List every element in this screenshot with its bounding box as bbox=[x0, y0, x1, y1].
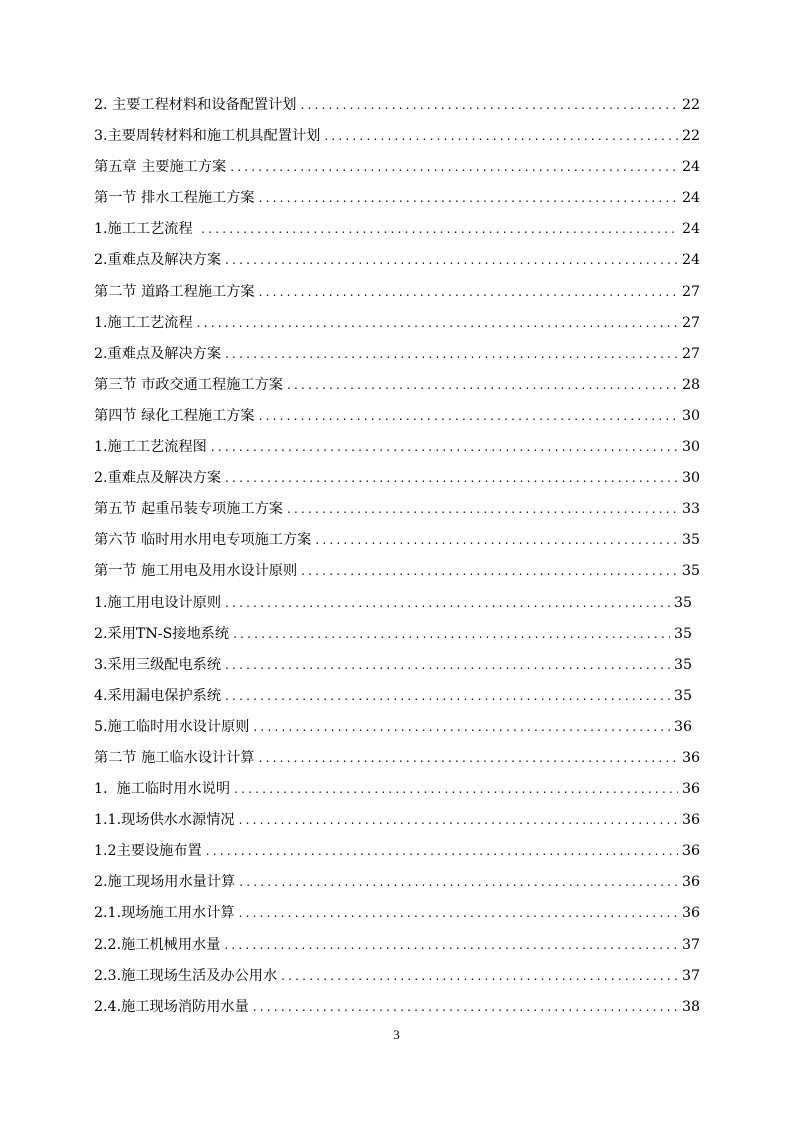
toc-entry-page: 35 bbox=[673, 656, 692, 673]
toc-entry-page: 35 bbox=[673, 687, 692, 704]
toc-entry-title: 1. 施工临时用水说明 bbox=[94, 781, 231, 798]
toc-entry[interactable] bbox=[94, 961, 700, 992]
toc-entry-title: 1.施工工艺流程图 bbox=[94, 439, 207, 456]
toc-entry[interactable] bbox=[94, 370, 700, 401]
toc-entry-title: 2.重难点及解决方案 bbox=[94, 252, 222, 269]
toc-leader-dots bbox=[239, 805, 678, 836]
toc-entry-page: 24 bbox=[681, 221, 700, 238]
toc-entry-page: 36 bbox=[681, 905, 700, 922]
toc-leader-dots bbox=[324, 121, 678, 152]
page-number: 3 bbox=[393, 1027, 400, 1042]
toc-entry-page: 35 bbox=[673, 594, 692, 611]
toc-entry-page: 28 bbox=[681, 376, 700, 393]
toc-entry-title: 2.3.施工现场生活及办公用水 bbox=[94, 967, 278, 984]
toc-entry-title: 1.1.现场供水水源情况 bbox=[94, 812, 235, 829]
toc-entry-title: 2.1.现场施工用水计算 bbox=[94, 905, 235, 922]
toc-entry[interactable] bbox=[94, 463, 700, 494]
toc-leader-dots bbox=[253, 712, 670, 743]
toc-leader-dots bbox=[259, 277, 678, 308]
toc-entry[interactable] bbox=[94, 898, 700, 929]
toc-entry-page: 37 bbox=[681, 967, 700, 984]
toc-entry[interactable] bbox=[94, 245, 700, 276]
toc-entry[interactable] bbox=[94, 183, 700, 214]
toc-entry-title: 2.施工现场用水量计算 bbox=[94, 874, 236, 891]
toc-entry-title: 1.施工用电设计原则 bbox=[94, 594, 222, 611]
toc-leader-dots bbox=[211, 432, 678, 463]
toc-entry-title: 3.采用三级配电系统 bbox=[94, 656, 222, 673]
toc-entry-page: 24 bbox=[681, 159, 700, 176]
toc-entry-page: 36 bbox=[681, 749, 700, 766]
toc-leader-dots bbox=[259, 743, 678, 774]
toc-leader-dots bbox=[201, 214, 678, 245]
toc-entry-title: 第三节 市政交通工程施工方案 bbox=[94, 376, 283, 393]
toc-entry-page: 33 bbox=[681, 501, 700, 518]
toc-entry[interactable] bbox=[94, 339, 700, 370]
toc-leader-dots bbox=[301, 90, 678, 121]
toc-leader-dots bbox=[259, 183, 678, 214]
toc-entry-page: 35 bbox=[673, 625, 692, 642]
toc-entry[interactable] bbox=[94, 992, 700, 1023]
toc-leader-dots bbox=[225, 588, 670, 619]
toc-entry[interactable] bbox=[94, 214, 700, 245]
toc-entry-title: 1.施工工艺流程 bbox=[94, 221, 198, 238]
toc-entry-title: 第一节 排水工程施工方案 bbox=[94, 190, 255, 207]
toc-entry-page: 30 bbox=[681, 439, 700, 456]
toc-entry-page: 27 bbox=[681, 283, 700, 300]
toc-entry[interactable] bbox=[94, 401, 700, 432]
toc-entry-page: 35 bbox=[681, 563, 700, 580]
toc-entry-title: 1.施工工艺流程 bbox=[94, 314, 193, 331]
toc-entry-title: 1.2主要设施布置 bbox=[94, 843, 202, 860]
toc-entry[interactable] bbox=[94, 121, 700, 152]
toc-entry-page: 36 bbox=[681, 812, 700, 829]
toc-entry-page: 35 bbox=[681, 532, 700, 549]
toc-entry-title: 3.主要周转材料和施工机具配置计划 bbox=[94, 128, 321, 145]
toc-entry-page: 24 bbox=[681, 190, 700, 207]
toc-entry-title: 第五节 起重吊装专项施工方案 bbox=[94, 501, 283, 518]
toc-entry-title: 2.采用TN-S接地系统 bbox=[94, 625, 230, 642]
toc-entry-page: 22 bbox=[681, 128, 700, 145]
toc-entry[interactable] bbox=[94, 619, 700, 650]
toc-entry-page: 36 bbox=[673, 718, 692, 735]
toc-entry-page: 30 bbox=[681, 407, 700, 424]
toc-entry-page: 22 bbox=[681, 97, 700, 113]
toc-entry[interactable] bbox=[94, 712, 700, 743]
toc-entry-page: 27 bbox=[681, 314, 700, 331]
toc-leader-dots bbox=[233, 619, 670, 650]
toc-entry[interactable] bbox=[94, 90, 700, 121]
toc-entry[interactable] bbox=[94, 432, 700, 463]
toc-leader-dots bbox=[239, 867, 678, 898]
toc-leader-dots bbox=[287, 494, 678, 525]
toc-entry-title: 4.采用漏电保护系统 bbox=[94, 687, 222, 704]
toc-entry-page: 36 bbox=[681, 843, 700, 860]
toc-entry[interactable] bbox=[94, 930, 700, 961]
toc-entry[interactable] bbox=[94, 836, 700, 867]
toc-entry-page: 24 bbox=[681, 252, 700, 269]
toc-entry-page: 30 bbox=[681, 470, 700, 487]
toc-entry-title: 2.重难点及解决方案 bbox=[94, 470, 222, 487]
toc-leader-dots bbox=[225, 650, 670, 681]
toc-leader-dots bbox=[197, 308, 678, 339]
toc-leader-dots bbox=[239, 898, 678, 929]
toc-entry-title: 2.重难点及解决方案 bbox=[94, 345, 222, 362]
toc-leader-dots bbox=[225, 463, 678, 494]
toc-entry[interactable] bbox=[94, 743, 700, 774]
toc-entry[interactable] bbox=[94, 774, 700, 805]
toc-leader-dots bbox=[301, 556, 678, 587]
toc-entry-title: 第一节 施工用电及用水设计原则 bbox=[94, 563, 298, 580]
toc-entry[interactable] bbox=[94, 525, 700, 556]
toc-leader-dots bbox=[287, 370, 678, 401]
toc-leader-dots bbox=[253, 992, 678, 1023]
toc-leader-dots bbox=[225, 245, 678, 276]
toc-entry-page: 36 bbox=[681, 874, 700, 891]
toc-entry-page: 27 bbox=[681, 345, 700, 362]
toc-entry-page: 36 bbox=[681, 781, 700, 798]
toc-entry[interactable] bbox=[94, 494, 700, 525]
toc-leader-dots bbox=[225, 339, 678, 370]
toc-entry-title: 2.4.施工现场消防用水量 bbox=[94, 998, 249, 1015]
toc-leader-dots bbox=[234, 774, 678, 805]
toc-entry[interactable] bbox=[94, 277, 700, 308]
toc-entry[interactable] bbox=[94, 867, 700, 898]
toc-entry[interactable] bbox=[94, 152, 700, 183]
toc-entry-title: 第五章 主要施工方案 bbox=[94, 159, 227, 176]
toc-entry-page: 37 bbox=[681, 936, 700, 953]
toc-leader-dots bbox=[230, 152, 678, 183]
toc-entry-title: 第四节 绿化工程施工方案 bbox=[94, 407, 255, 424]
toc-leader-dots bbox=[315, 525, 678, 556]
toc-entry[interactable] bbox=[94, 308, 700, 339]
table-of-contents bbox=[94, 90, 700, 1023]
toc-entry-title: 第六节 临时用水用电专项施工方案 bbox=[94, 532, 312, 549]
toc-entry[interactable] bbox=[94, 805, 700, 836]
toc-leader-dots bbox=[281, 961, 678, 992]
toc-leader-dots bbox=[224, 930, 678, 961]
toc-entry[interactable] bbox=[94, 588, 700, 619]
toc-entry-page: 38 bbox=[681, 998, 700, 1015]
toc-entry-title: 5.施工临时用水设计原则 bbox=[94, 718, 250, 735]
toc-leader-dots bbox=[259, 401, 678, 432]
toc-entry-title: 2.2.施工机械用水量 bbox=[94, 936, 221, 953]
toc-entry[interactable] bbox=[94, 650, 700, 681]
toc-entry[interactable] bbox=[94, 556, 700, 587]
toc-leader-dots bbox=[225, 681, 670, 712]
toc-entry[interactable] bbox=[94, 681, 700, 712]
toc-leader-dots bbox=[206, 836, 678, 867]
toc-entry-title: 2. 主要工程材料和设备配置计划 bbox=[94, 97, 297, 113]
toc-entry-title: 第二节 施工临水设计计算 bbox=[94, 749, 255, 766]
toc-entry-title: 第二节 道路工程施工方案 bbox=[94, 283, 255, 300]
